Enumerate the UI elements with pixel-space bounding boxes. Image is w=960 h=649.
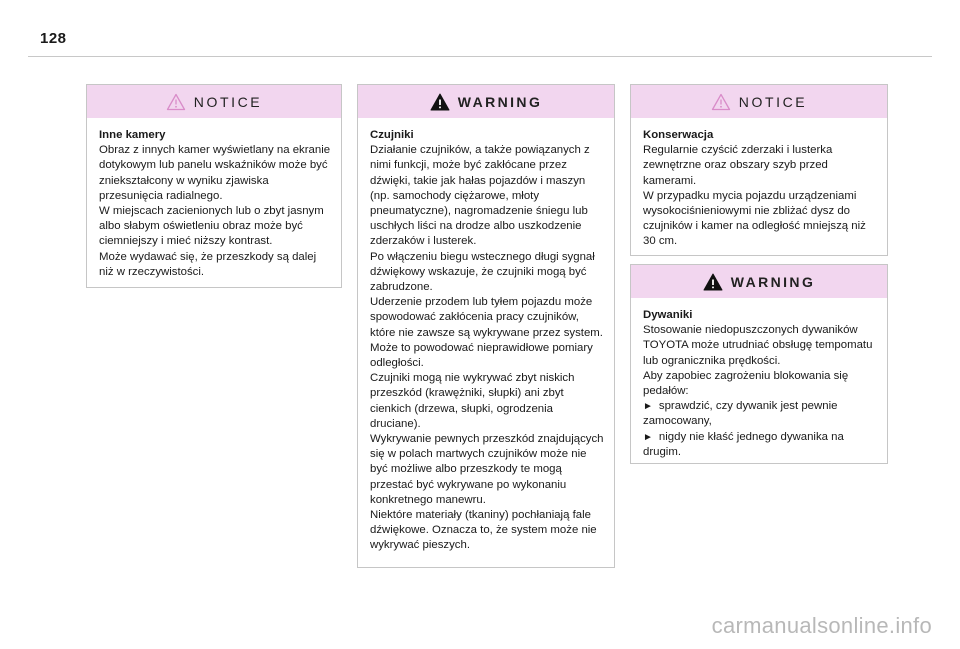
warning-filled-icon (430, 93, 450, 111)
paragraph: Stosowanie niedopuszczonych dywaników TOYOTA może utrudniać obsługę tempomatu lub ogranicznika prędkości. (643, 324, 873, 367)
box-title: Konserwacja (643, 129, 714, 141)
paragraph: Regularnie czyścić zderzaki i lusterka zewnętrzne oraz obszary szyb przed kamerami. (643, 144, 833, 187)
paragraph: Uderzenie przodem lub tyłem pojazdu może spowodować zakłócenia pracy czujników, które nie zawsze są wykrywane przez system. Może to powodować nieprawidłowe pomiary odległości. (370, 296, 603, 370)
page-number: 128 (40, 30, 67, 47)
warning-outline-icon (166, 93, 186, 111)
list-item (643, 399, 877, 429)
box-title: Inne kamery (99, 129, 166, 141)
box-title: Czujniki (370, 129, 414, 141)
watermark-text: carmanualsonline.info (711, 613, 932, 638)
notice-box-cameras (86, 84, 342, 288)
paragraph: Po włączeniu biegu wstecznego długi sygnał dźwiękowy wskazuje, że czujniki mogą być zabrudzone. (370, 250, 595, 294)
warning-header-label: WARNING (730, 273, 816, 290)
paragraph: Czujniki mogą nie wykrywać zbyt niskich przeszkód (krawężniki, słupki) ani zbyt cienkich (drzewa, słupki, ogrodzenia druciane). (370, 372, 575, 430)
paragraph: Niektóre materiały (tkaniny) pochłaniają fale dźwiękowe. Oznacza to, że system może nie wykrywać pieszych. (370, 509, 597, 552)
notice-header (631, 85, 887, 118)
list-item-text: nigdy nie kłaść jednego dywanika na drugim. (643, 430, 844, 458)
notice-box-maintenance (630, 84, 888, 256)
paragraph: Wykrywanie pewnych przeszkód znajdujących się w polach martwych czujników może nie być możliwe albo przeszkody te mogą przestać być wykrywane po wykonaniu konkretnego manewru. (370, 433, 604, 506)
warning-header-label: WARNING (457, 93, 543, 110)
bullet-arrow-icon: ► (643, 401, 653, 413)
paragraph: W przypadku mycia pojazdu urządzeniami wysokociśnieniowymi nie zbliżać dysz do czujników i kamer na odległość mniejszą niż 30 cm. (643, 189, 866, 248)
warning-header (358, 85, 614, 118)
top-divider (28, 56, 932, 57)
paragraph: Działanie czujników, a także powiązanych z nimi funkcji, może być zakłócane przez dźwięki, takie jak hałas pojazdów i maszyn (np. samochody ciężarowe, młoty pneumatyczne), nagromadzenie śniegu lub uschłych liści na drodze albo uszkodzenie zderzaków i lusterek. (370, 144, 590, 248)
notice-header (87, 85, 341, 118)
paragraph: Aby zapobiec zagrożeniu blokowania się pedałów: (643, 369, 849, 398)
paragraph: Obraz z innych kamer wyświetlany na ekranie dotykowym lub panelu wskaźników może być zniekształcony w wyniku zjawiska przesunięcia radialnego. (99, 144, 331, 202)
warning-box-sensors (357, 84, 615, 568)
box-title: Dywaniki (643, 309, 693, 321)
list-item (643, 430, 877, 460)
notice-header-label: NOTICE (738, 93, 808, 110)
paragraph: Może wydawać się, że przeszkody są dalej niż w rzeczywistości. (99, 250, 317, 278)
warning-outline-icon (711, 93, 731, 111)
notice-header-label: NOTICE (193, 93, 263, 110)
bullet-arrow-icon: ► (643, 431, 653, 443)
warning-filled-icon (703, 273, 723, 291)
warning-box-floor-mats (630, 264, 888, 464)
paragraph: W miejscach zacienionych lub o zbyt jasnym albo słabym oświetleniu obraz może być ciemniejszy i mieć niższy kontrast. (99, 205, 324, 248)
warning-header (631, 265, 887, 298)
list-item-text: sprawdzić, czy dywanik jest pewnie zamocowany, (643, 400, 838, 428)
